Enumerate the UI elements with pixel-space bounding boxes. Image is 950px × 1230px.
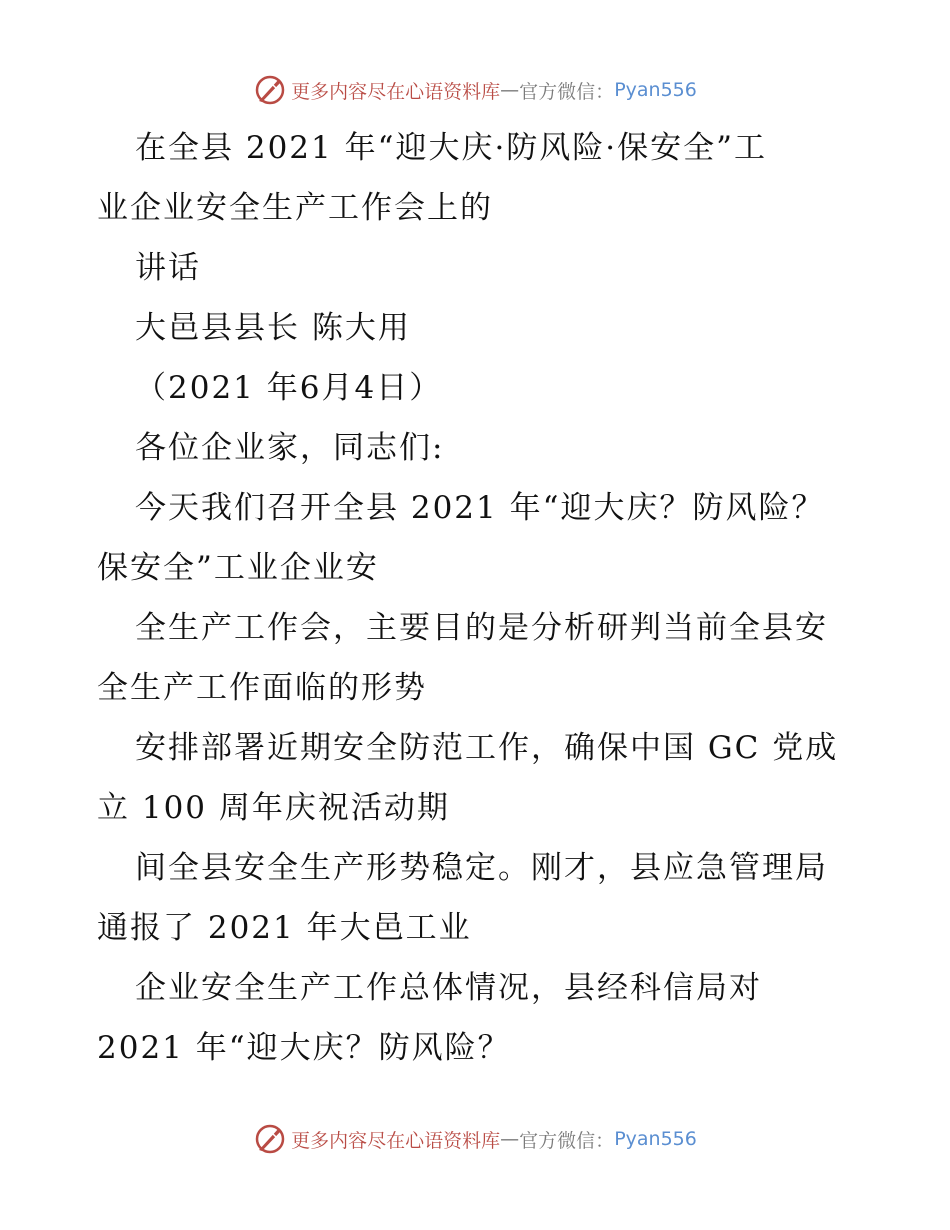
watermark-dash: —	[500, 1128, 520, 1150]
watermark-wechat-label: 官方微信：	[519, 1129, 615, 1152]
paragraph-line: 间全县安全生产形势稳定。刚才，县应急管理局	[135, 850, 828, 886]
salutation-line: 各位企业家，同志们:	[135, 430, 445, 466]
paragraph-line: 全生产工作会，主要目的是分析研判当前全县安	[135, 610, 828, 646]
paragraph-line: 安排部署近期安全防范工作，确保中国 GC 党成	[135, 730, 839, 766]
title-line-1: 在全县 2021 年“迎大庆·防风险·保安全”工	[135, 130, 768, 166]
paragraph-line: 2021 年“迎大庆？防风险？	[97, 1030, 511, 1066]
paragraph-line: 立 100 周年庆祝活动期	[97, 790, 450, 826]
paragraph-line: 全生产工作面临的形势	[97, 670, 427, 706]
watermark-main-text: 更多内容尽在心语资料库	[291, 1129, 501, 1152]
footer-watermark	[0, 1119, 950, 1159]
watermark-dash: —	[500, 79, 520, 101]
paragraph-line: 企业安全生产工作总体情况，县经科信局对	[135, 970, 762, 1006]
paragraph-line: 今天我们召开全县 2021 年“迎大庆？防风险？	[135, 490, 825, 526]
paragraph-line: 保安全”工业企业安	[97, 550, 379, 586]
paragraph-line: 通报了 2021 年大邑工业	[97, 910, 472, 946]
quill-logo-icon	[253, 1122, 287, 1156]
watermark-wechat-id: Pyan556	[614, 79, 697, 101]
date-line: （2021 年6月4日）	[135, 370, 443, 406]
watermark-wechat-label: 官方微信：	[519, 80, 615, 103]
title-line-3: 讲话	[135, 250, 201, 286]
header-watermark	[0, 70, 950, 110]
speaker-line: 大邑县县长 陈大用	[135, 310, 411, 346]
document-body	[97, 118, 857, 1078]
quill-logo-icon	[253, 73, 287, 107]
watermark-main-text: 更多内容尽在心语资料库	[291, 80, 501, 103]
title-line-2: 业企业安全生产工作会上的	[97, 190, 493, 226]
watermark-wechat-id: Pyan556	[614, 1128, 697, 1150]
